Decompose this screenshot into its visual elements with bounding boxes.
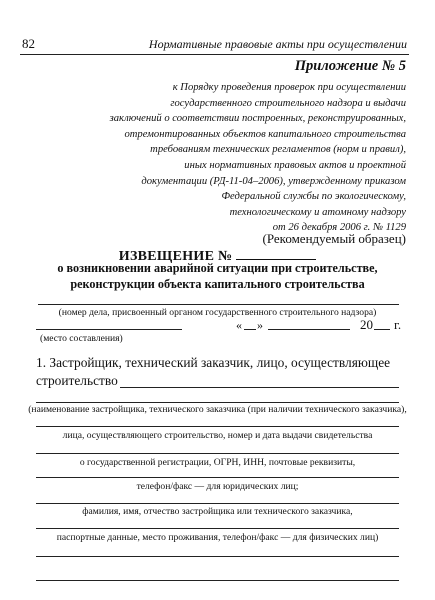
developer-caption-1: (наименование застройщика, технического заказчика (при наличии технического заказчика), bbox=[28, 404, 407, 415]
developer-line-6[interactable] bbox=[36, 503, 399, 504]
appendix-line: к Порядку проведения проверок при осуществлении bbox=[172, 82, 406, 93]
year-prefix: 20 bbox=[360, 317, 373, 332]
month-line[interactable] bbox=[268, 329, 350, 330]
developer-line-1[interactable] bbox=[120, 387, 399, 388]
appendix-title: Приложение № 5 bbox=[294, 58, 406, 74]
notice-title-text: ИЗВЕЩЕНИЕ № bbox=[118, 249, 233, 264]
developer-line-8[interactable] bbox=[36, 556, 399, 557]
place-line[interactable] bbox=[36, 329, 182, 330]
developer-line-5[interactable] bbox=[36, 477, 399, 478]
developer-caption-6: паспортные данные, место проживания, телефон/факс — для физических лиц) bbox=[56, 532, 379, 543]
appendix-line: технологическому и атомному надзору bbox=[229, 206, 406, 218]
appendix-line: государственного строительного надзора и выдачи bbox=[170, 97, 406, 109]
date-open-quote: « bbox=[236, 318, 242, 332]
developer-caption-3: о государственной регистрации, ОГРН, ИНН, почтовые реквизиты, bbox=[79, 457, 356, 468]
year-line[interactable] bbox=[374, 329, 390, 330]
notice-number-blank[interactable] bbox=[236, 246, 316, 260]
appendix-line: документации (РД-11-04–2006), утвержденному приказом bbox=[141, 175, 406, 187]
developer-caption-4: телефон/факс — для юридических лиц; bbox=[136, 481, 299, 492]
developer-line-9[interactable] bbox=[36, 580, 399, 581]
day-line[interactable] bbox=[244, 329, 256, 330]
appendix-line: отремонтированных объектов капитального строительства bbox=[124, 128, 406, 140]
appendix-line: от 26 декабря 2006 г. № 1129 bbox=[272, 222, 406, 234]
running-title: Нормативные правовые акты при осуществлении bbox=[148, 37, 407, 51]
developer-line-2[interactable] bbox=[36, 402, 399, 403]
developer-line-7[interactable] bbox=[36, 528, 399, 529]
item1-line2: строительство bbox=[36, 373, 118, 388]
developer-caption-2: лица, осуществляющего строительство, номер и дата выдачи свидетельства bbox=[62, 430, 373, 441]
page-number: 82 bbox=[22, 36, 35, 51]
date-close-quote: » bbox=[257, 318, 263, 332]
developer-line-3[interactable] bbox=[36, 426, 399, 427]
place-caption: (место составления) bbox=[40, 333, 123, 344]
appendix-line: требованиям технических регламентов (норм и правил), bbox=[150, 144, 406, 156]
item1-line1: 1. Застройщик, технический заказчик, лицо, осуществляющее bbox=[36, 355, 391, 370]
appendix-line: иных нормативных правовых актов и проектной bbox=[184, 159, 406, 171]
header-divider bbox=[20, 54, 409, 55]
case-number-caption: (номер дела, присвоенный органом государственного строительного надзора) bbox=[58, 307, 377, 318]
appendix-line: заключений о соответствии построенных, реконструированных, bbox=[109, 113, 406, 125]
sample-note: (Рекомендуемый образец) bbox=[262, 231, 406, 246]
appendix-reference bbox=[26, 80, 406, 236]
notice-subtitle-2: реконструкции объекта капитального строительства bbox=[70, 277, 365, 291]
notice-subtitle-1: о возникновении аварийной ситуации при строительстве, bbox=[57, 261, 378, 275]
developer-caption-5: фамилия, имя, отчество застройщика или технического заказчика, bbox=[82, 506, 353, 517]
year-suffix: г. bbox=[394, 317, 402, 332]
appendix-line: Федеральной службы по экологическому, bbox=[221, 191, 406, 203]
developer-line-4[interactable] bbox=[36, 453, 399, 454]
case-number-line[interactable] bbox=[38, 304, 399, 305]
